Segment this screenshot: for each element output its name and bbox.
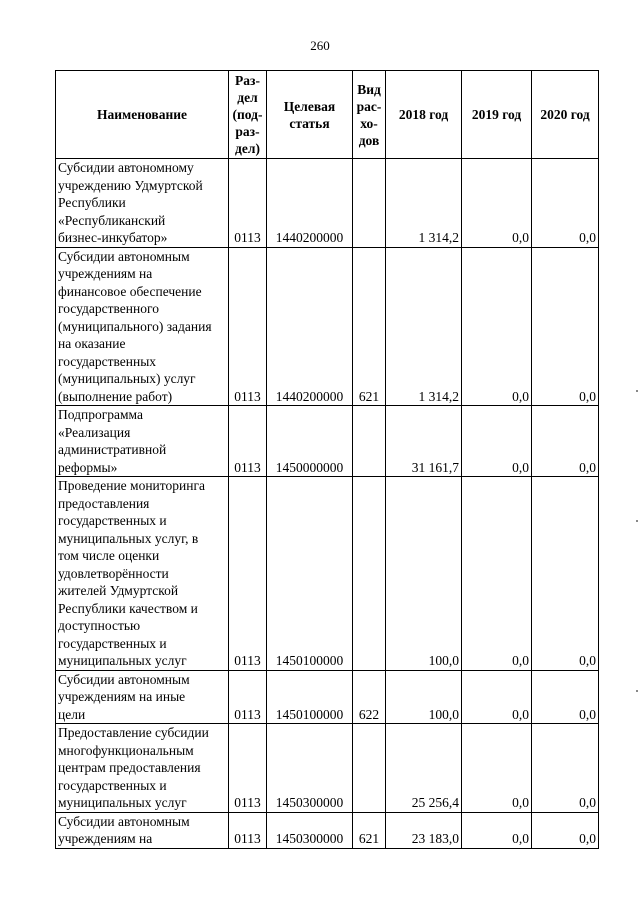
row-value-2018: 23 183,0: [386, 812, 462, 848]
table-row: [56, 670, 599, 724]
scan-mark: [636, 520, 638, 522]
row-expense-type: [353, 477, 386, 671]
header-section: Раз- дел (под- раз- дел): [229, 71, 267, 159]
row-name: Проведение мониторинга предоставления государственных и муниципальных услуг, в том числе оценки удовлетворённости жителей Удмуртской Республики качеством и доступностью государственных и муниципальных услуг: [56, 477, 229, 671]
row-section: 0113: [229, 406, 267, 477]
header-2018: 2018 год: [386, 71, 462, 159]
row-name: Субсидии автономным учреждениям на финансовое обеспечение государственного (муниципального) задания на оказание государственных (муниципальных) услуг (выполнение работ): [56, 247, 229, 406]
row-value-2019: 0,0: [462, 477, 532, 671]
row-value-2020: 0,0: [532, 724, 599, 813]
row-expense-type: [353, 159, 386, 248]
table-row: [56, 477, 599, 671]
row-expense-type: 622: [353, 670, 386, 724]
scan-mark: [636, 690, 638, 692]
row-name: Субсидии автономному учреждению Удмуртской Республики «Республиканский бизнес-инкубатор»: [56, 159, 229, 248]
table-row: [56, 724, 599, 813]
row-value-2018: 31 161,7: [386, 406, 462, 477]
table-body: [56, 159, 599, 849]
header-target: Целевая статья: [267, 71, 353, 159]
table-row: [56, 812, 599, 848]
budget-table: [55, 70, 599, 849]
row-target-article: 1440200000: [267, 159, 353, 248]
header-expense-type: Вид рас- хо- дов: [353, 71, 386, 159]
row-target-article: 1450100000: [267, 670, 353, 724]
row-target-article: 1450000000: [267, 406, 353, 477]
row-target-article: 1440200000: [267, 247, 353, 406]
row-value-2019: 0,0: [462, 406, 532, 477]
row-name: Субсидии автономным учреждениям на иные цели: [56, 670, 229, 724]
row-value-2018: 100,0: [386, 477, 462, 671]
row-expense-type: [353, 406, 386, 477]
header-2019: 2019 год: [462, 71, 532, 159]
row-section: 0113: [229, 812, 267, 848]
row-name: Субсидии автономным учреждениям на: [56, 812, 229, 848]
row-expense-type: [353, 724, 386, 813]
row-value-2019: 0,0: [462, 812, 532, 848]
page-number: 260: [310, 38, 330, 53]
row-value-2020: 0,0: [532, 477, 599, 671]
row-value-2019: 0,0: [462, 159, 532, 248]
row-target-article: 1450300000: [267, 812, 353, 848]
row-expense-type: 621: [353, 812, 386, 848]
header-2020: 2020 год: [532, 71, 599, 159]
row-value-2020: 0,0: [532, 159, 599, 248]
row-name: Подпрограмма «Реализация административной реформы»: [56, 406, 229, 477]
row-section: 0113: [229, 670, 267, 724]
header-row: [56, 71, 599, 159]
row-value-2018: 1 314,2: [386, 159, 462, 248]
table-row: [56, 247, 599, 406]
table-row: [56, 159, 599, 248]
row-value-2019: 0,0: [462, 724, 532, 813]
row-section: 0113: [229, 477, 267, 671]
row-value-2020: 0,0: [532, 406, 599, 477]
scan-mark: [636, 390, 638, 392]
row-value-2018: 100,0: [386, 670, 462, 724]
row-expense-type: 621: [353, 247, 386, 406]
table-row: [56, 406, 599, 477]
row-value-2018: 25 256,4: [386, 724, 462, 813]
header-name: Наименование: [56, 71, 229, 159]
row-target-article: 1450300000: [267, 724, 353, 813]
row-name: Предоставление субсидии многофункциональным центрам предоставления государственных и муниципальных услуг: [56, 724, 229, 813]
row-value-2020: 0,0: [532, 247, 599, 406]
row-value-2020: 0,0: [532, 670, 599, 724]
row-value-2020: 0,0: [532, 812, 599, 848]
row-value-2019: 0,0: [462, 670, 532, 724]
row-section: 0113: [229, 159, 267, 248]
row-value-2018: 1 314,2: [386, 247, 462, 406]
row-section: 0113: [229, 724, 267, 813]
row-value-2019: 0,0: [462, 247, 532, 406]
row-target-article: 1450100000: [267, 477, 353, 671]
row-section: 0113: [229, 247, 267, 406]
